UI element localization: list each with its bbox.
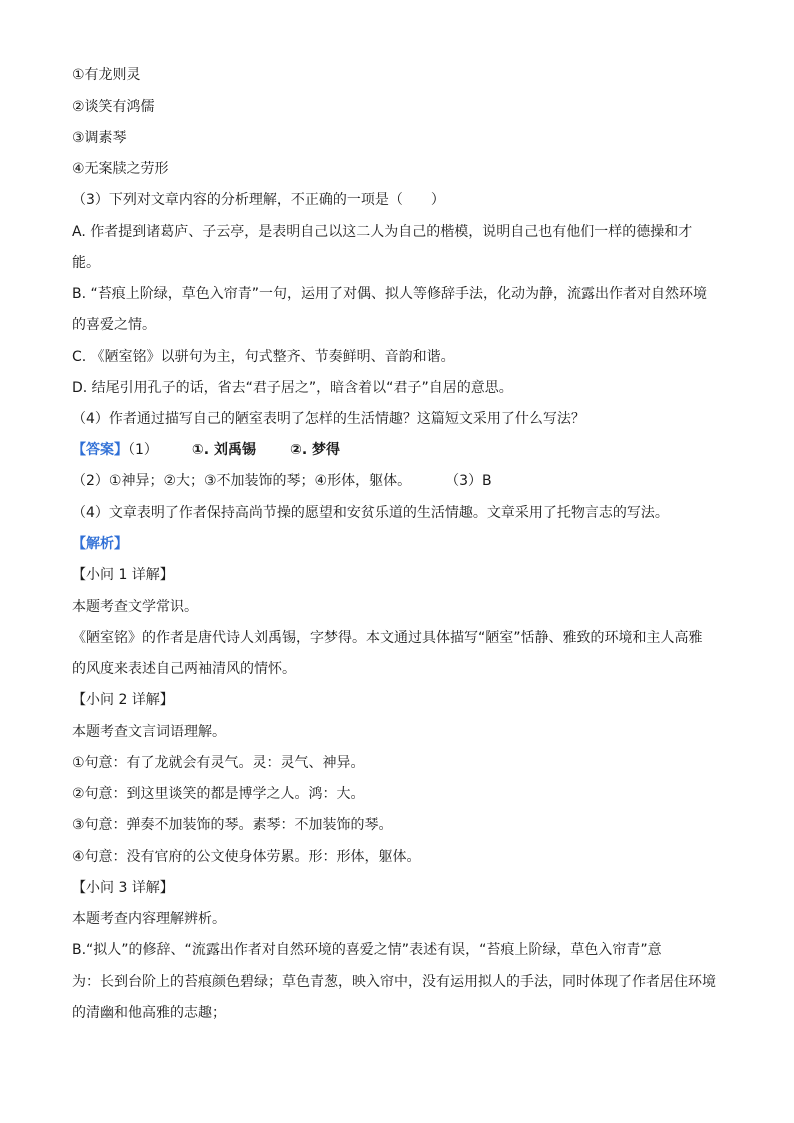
answer-1-prefix: （1） — [128, 442, 158, 458]
answer-line-2 — [72, 471, 492, 491]
option-b-line-2: 的喜爱之情。 — [72, 317, 156, 333]
answer-3: （3）B — [445, 473, 492, 489]
sub-item-4: ④无案牍之劳形 — [72, 161, 169, 177]
option-b-line-1: B. “苔痕上阶绿，草色入帘青”一句，运用了对偶、拟人等修辞手法，化动为静，流露出作者对自然环境 — [72, 286, 708, 302]
sub-item-3: ③调素琴 — [72, 130, 127, 146]
sub-item-1: ①有龙则灵 — [72, 67, 141, 83]
question-3-stem: （3）下列对文章内容的分析理解，不正确的一项是（ ） — [72, 192, 445, 208]
answer-4: （4）文章表明了作者保持高尚节操的愿望和安贫乐道的生活情趣。文章采用了托物言志的写法。 — [72, 505, 669, 521]
section-1-title: 【小问 1 详解】 — [72, 567, 174, 583]
answer-1-part-1: ①. 刘禹锡 — [191, 442, 256, 458]
section-2-line-1: 本题考查文言词语理解。 — [72, 724, 226, 740]
section-2-line-5: ④句意：没有官府的公文使身体劳累。形：形体，躯体。 — [72, 849, 421, 865]
question-4-stem: （4）作者通过描写自己的陋室表明了怎样的生活情趣？这篇短文采用了什么写法？ — [72, 411, 585, 427]
section-1-line-2: 《陋室铭》的作者是唐代诗人刘禹锡，字梦得。本文通过具体描写“陋室”恬静、雅致的环境和主人高雅 — [72, 630, 703, 646]
section-3-line-2: B.“拟人”的修辞、“流露出作者对自然环境的喜爱之情”表述有误，“苔痕上阶绿，草色入帘青”意 — [72, 942, 662, 958]
section-3-line-4: 的清幽和他高雅的志趣； — [72, 1005, 226, 1021]
answer-label: 【答案】 — [72, 442, 128, 458]
analysis-label: 【解析】 — [72, 536, 128, 552]
section-2-line-2: ①句意：有了龙就会有灵气。灵：灵气、神异。 — [72, 755, 365, 771]
section-1-line-3: 的风度来表述自己两袖清风的情怀。 — [72, 661, 296, 677]
section-3-title: 【小问 3 详解】 — [72, 880, 174, 896]
option-c: C. 《陋室铭》以骈句为主，句式整齐、节奏鲜明、音韵和谐。 — [72, 349, 455, 365]
section-2-line-3: ②句意：到这里谈笑的都是博学之人。鸿：大。 — [72, 786, 365, 802]
section-3-line-1: 本题考查内容理解辨析。 — [72, 911, 226, 927]
option-a-line-2: 能。 — [72, 255, 100, 271]
sub-item-2: ②谈笑有鸿儒 — [72, 99, 155, 115]
section-2-line-4: ③句意：弹奏不加装饰的琴。素琴：不加装饰的琴。 — [72, 817, 393, 833]
option-d: D. 结尾引用孔子的话，省去“君子居之”，暗含着以“君子”自居的意思。 — [72, 380, 513, 396]
answer-line-1 — [72, 440, 340, 460]
option-a-line-1: A. 作者提到诸葛庐、子云亭，是表明自己以这二人为自己的楷模，说明自己也有他们一样的德操和才 — [72, 224, 693, 240]
answer-1-part-2: ②. 梦得 — [289, 442, 341, 458]
section-3-line-3: 为：长到台阶上的苔痕颜色碧绿；草色青葱，映入帘中，没有运用拟人的手法，同时体现了作者居住环境 — [72, 974, 716, 990]
section-2-title: 【小问 2 详解】 — [72, 692, 174, 708]
section-1-line-1: 本题考查文学常识。 — [72, 599, 198, 615]
answer-2: （2）①神异；②大；③不加装饰的琴；④形体，躯体。 — [72, 473, 412, 489]
